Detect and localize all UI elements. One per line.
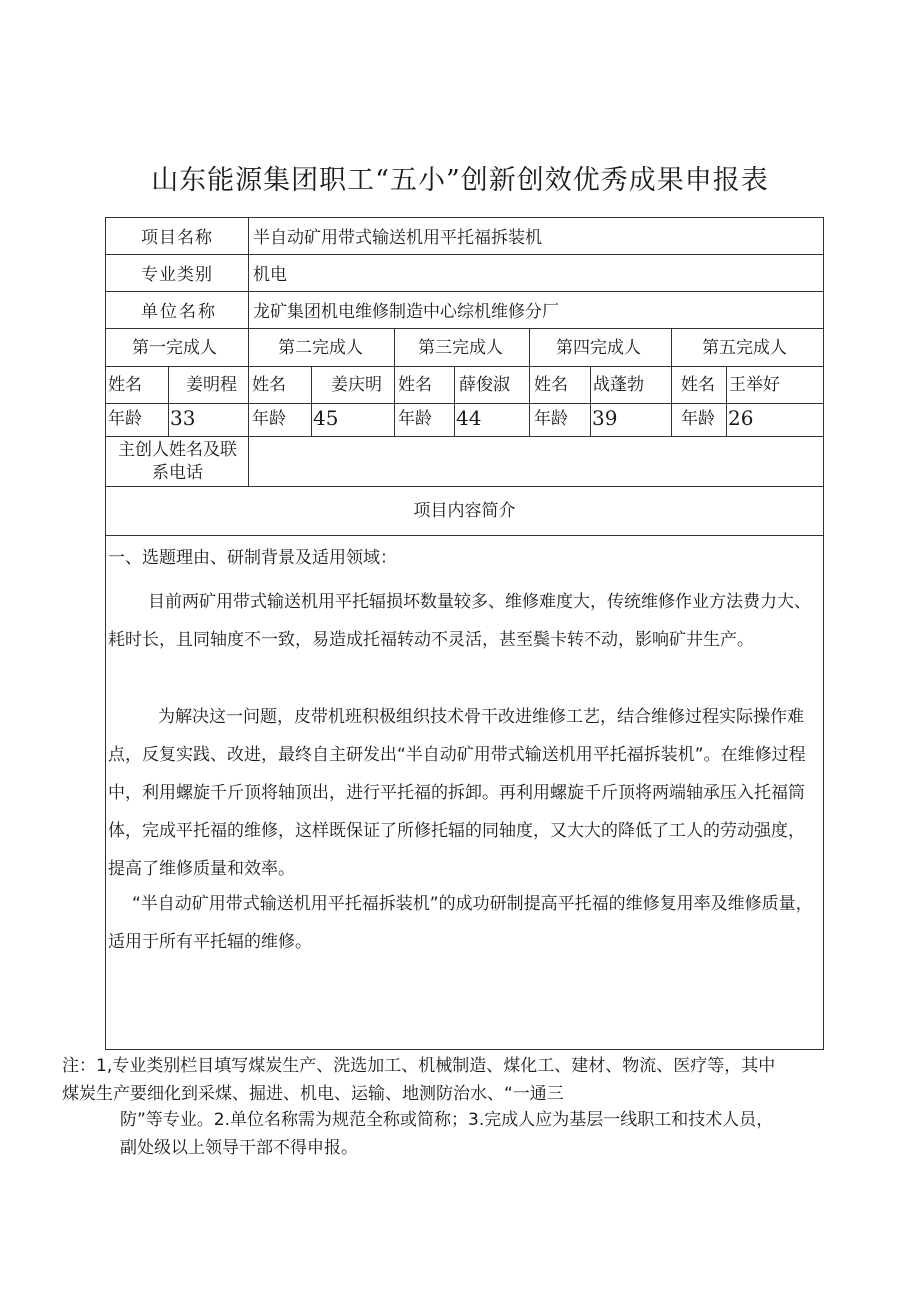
note-line-4: 副处级以上领导干部不得申报。: [120, 1138, 358, 1158]
col-divider: [311, 366, 312, 436]
name-label: 姓名: [534, 375, 568, 395]
paragraph-3: “半自动矿用带式输送机用平托福拆装机”的成功研制提高平托福的维修复用率及维修质量，适用于所有平托辐的维修。: [108, 894, 813, 952]
completer-5-name: 王举好: [729, 375, 780, 395]
completer-1-age: 33: [170, 406, 196, 430]
age-label: 年龄: [398, 409, 432, 429]
name-label: 姓名: [681, 375, 715, 395]
row-divider: [106, 486, 823, 487]
row-divider: [106, 291, 823, 292]
completer-4-age: 39: [592, 406, 618, 430]
col-divider: [529, 328, 530, 436]
paragraph-2: 为解决这一问题，皮带机班积极组织技术骨干改进维修工艺，结合维修过程实际操作难点，反复实践、改进，最终自主研发出“半自动矿用带式输送机用平托福拆装机”。在维修过程中，利用螺旋千斤顶将轴顶出，进行平托福的拆卸。再利用螺旋千斤顶将两端轴承压入托福筒体，完成平托福的维修，这样既保证了所修托辐的同轴度，又大大的降低了工人的劳动强度，提高了维修质量和效率。: [108, 707, 806, 879]
note-line-2: 煤炭生产要细化到采煤、掘进、机电、运输、地测防治水、“一通三: [62, 1084, 564, 1104]
name-label: 姓名: [252, 375, 286, 395]
completer-4-name: 战蓬勃: [593, 375, 644, 395]
completer-3-age: 44: [456, 406, 482, 430]
age-label: 年龄: [252, 409, 286, 429]
completer-1-name: 姜明程: [186, 375, 237, 395]
col-divider: [726, 366, 727, 436]
col-divider: [454, 366, 455, 436]
section-heading: 一、选题理由、研制背景及适用领域：: [108, 548, 397, 568]
col-divider: [590, 366, 591, 436]
row-divider: [106, 366, 823, 367]
note-line-1: 注：1,专业类别栏目填写煤炭生产、洗选加工、机械制造、煤化工、建材、物流、医疗等，其中: [62, 1056, 776, 1076]
completer-3-header: 第三完成人: [418, 338, 503, 358]
row-divider: [106, 535, 823, 536]
note-line-3: 防”等专业。2.单位名称需为规范全称或简称；3.完成人应为基层一线职工和技术人员，: [120, 1110, 774, 1130]
completer-5-age: 26: [728, 406, 754, 430]
col-divider: [248, 436, 249, 486]
category-value: 机电: [253, 265, 287, 285]
category-label: 专业类别: [141, 265, 213, 285]
row-divider: [106, 328, 823, 329]
summary-header: 项目内容简介: [413, 501, 516, 521]
age-label: 年龄: [681, 409, 715, 429]
col-divider: [248, 218, 249, 328]
completer-2-age: 45: [313, 406, 339, 430]
contact-label: 主创人姓名及联: [118, 440, 237, 460]
age-label: 年龄: [108, 409, 142, 429]
completer-2-name: 姜庆明: [331, 375, 382, 395]
unit-name-label: 单位名称: [141, 302, 217, 322]
completer-5-header: 第五完成人: [702, 338, 787, 358]
completer-1-header: 第一完成人: [132, 338, 217, 358]
application-form: [105, 217, 824, 1050]
project-name-value: 半自动矿用带式输送机用平托福拆装机: [253, 228, 542, 248]
row-divider: [106, 254, 823, 255]
age-label: 年龄: [534, 409, 568, 429]
row-divider: [106, 403, 823, 404]
col-divider: [248, 328, 249, 436]
completer-3-name: 薛俊淑: [459, 375, 510, 395]
name-label: 姓名: [108, 375, 142, 395]
row-divider: [106, 436, 823, 437]
completer-2-header: 第二完成人: [278, 338, 363, 358]
page-title: 山东能源集团职工“五小”创新创效优秀成果申报表: [151, 165, 769, 196]
col-divider: [671, 328, 672, 436]
col-divider: [394, 328, 395, 436]
completer-4-header: 第四完成人: [556, 338, 641, 358]
col-divider: [168, 366, 169, 436]
contact-label-line2: 系电话: [152, 463, 203, 483]
name-label: 姓名: [398, 375, 432, 395]
unit-name-value: 龙矿集团机电维修制造中心综机维修分厂: [253, 302, 559, 322]
project-name-label: 项目名称: [141, 228, 213, 248]
paragraph-1: 目前两矿用带式输送机用平托辐损坏数量较多、维修难度大，传统维修作业方法费力大、耗时长，且同轴度不一致，易造成托福转动不灵活，甚至鬓卡转不动，影响矿井生产。: [108, 592, 811, 650]
